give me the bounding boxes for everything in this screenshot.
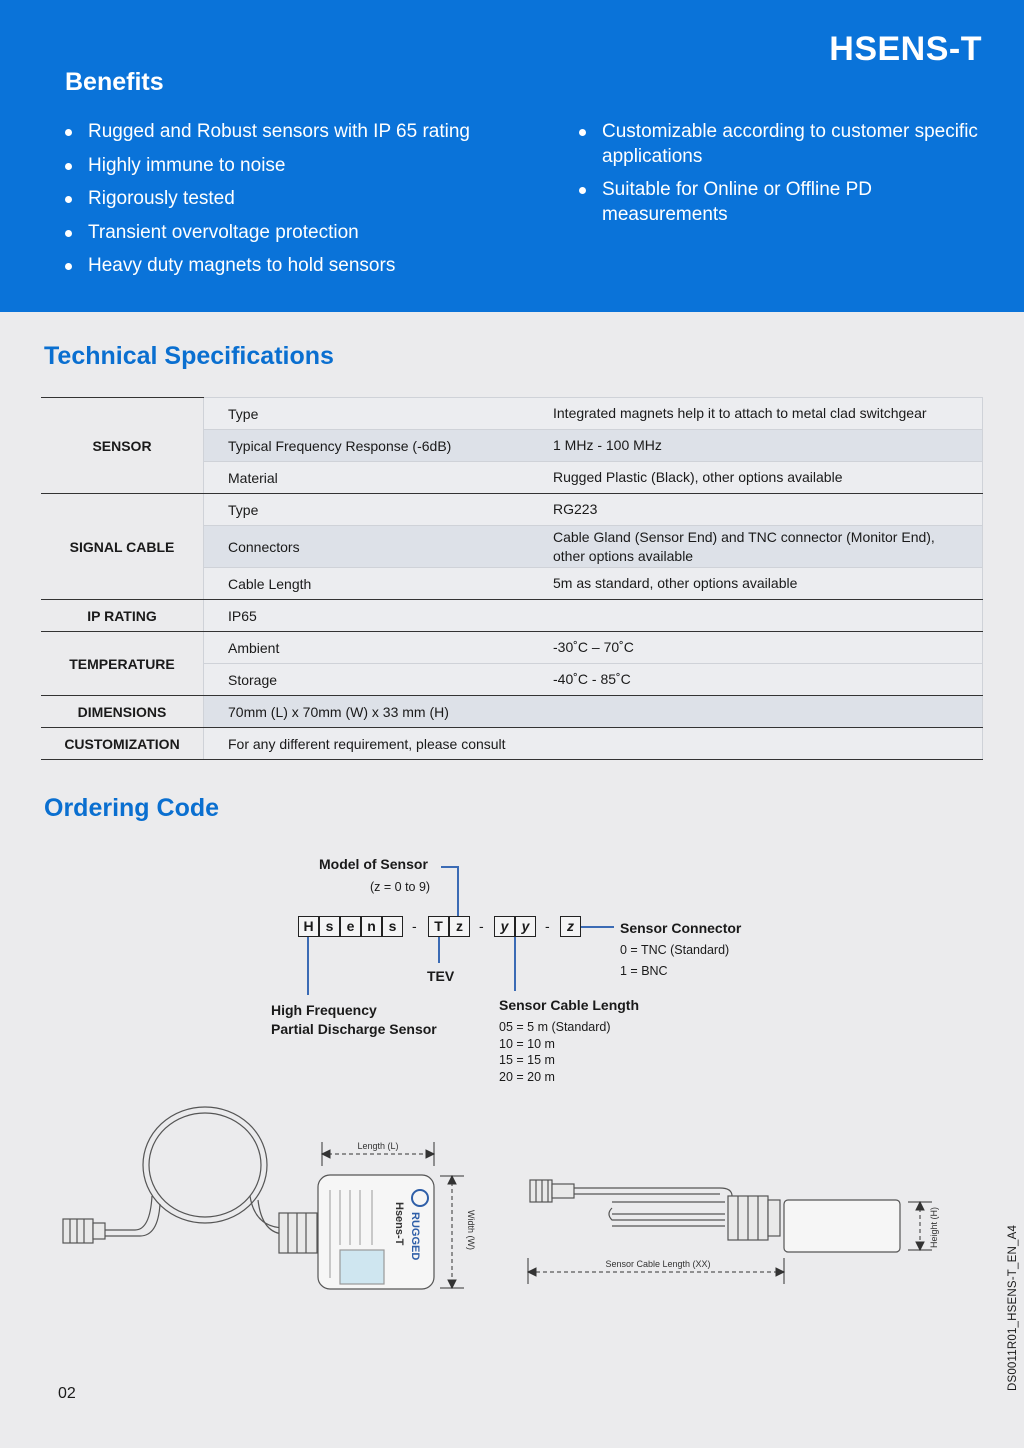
benefit-item: Highly immune to noise xyxy=(65,153,525,178)
spec-param: Typical Frequency Response (-6dB) xyxy=(204,430,530,462)
spec-category: IP RATING xyxy=(41,600,204,632)
width-dimension xyxy=(440,1176,464,1288)
cable-option: 20 = 20 m xyxy=(499,1069,555,1084)
length-label: Length (L) xyxy=(357,1141,399,1151)
spec-value: IP65 xyxy=(204,600,983,632)
code-char: e xyxy=(340,916,361,937)
spec-param: Type xyxy=(204,398,530,430)
code-char: z xyxy=(560,916,581,937)
spec-value: 1 MHz - 100 MHz xyxy=(529,430,983,462)
spec-value: Cable Gland (Sensor End) and TNC connector (Monitor End), other options available xyxy=(529,526,983,568)
leader-line xyxy=(441,866,458,868)
document-id: DS0011R01_HSENS-T_EN_A4 xyxy=(1007,1224,1019,1392)
code-separator: - xyxy=(479,918,484,934)
spec-param: Type xyxy=(204,494,530,526)
cable-length-dimension-label: Sensor Cable Length (XX) xyxy=(605,1259,711,1269)
cable-length-options xyxy=(499,1019,611,1085)
spec-value: RG223 xyxy=(529,494,983,526)
tev-label: TEV xyxy=(427,968,455,984)
sensor-side-view xyxy=(530,1180,900,1252)
benefit-item: Rugged and Robust sensors with IP 65 rating xyxy=(65,119,525,144)
spec-value: 5m as standard, other options available xyxy=(529,568,983,600)
spec-category: DIMENSIONS xyxy=(41,696,204,728)
benefit-item: Customizable according to customer specific applications xyxy=(579,119,979,169)
label-product: Hsens-T xyxy=(393,1202,405,1246)
code-separator: - xyxy=(545,918,550,934)
code-char: z xyxy=(449,916,470,937)
code-char: H xyxy=(298,916,319,937)
table-row xyxy=(41,494,983,526)
spec-param: Cable Length xyxy=(204,568,530,600)
ordering-title: Ordering Code xyxy=(44,794,220,822)
table-row xyxy=(41,600,983,632)
leader-line xyxy=(581,926,614,928)
label-brand: RUGGED xyxy=(409,1212,421,1261)
spec-category: CUSTOMIZATION xyxy=(41,728,204,760)
connector-option: 1 = BNC xyxy=(620,964,668,978)
model-label: Model of Sensor xyxy=(319,856,428,872)
spec-category: TEMPERATURE xyxy=(41,632,204,696)
model-note: (z = 0 to 9) xyxy=(370,880,431,894)
table-row xyxy=(41,632,983,664)
connector-option: 0 = TNC (Standard) xyxy=(620,943,730,957)
code-char: y xyxy=(515,916,536,937)
benefit-item: Transient overvoltage protection xyxy=(65,220,525,245)
code-char: s xyxy=(319,916,340,937)
spec-param: Material xyxy=(204,462,530,494)
table-row xyxy=(41,728,983,760)
height-label: Height (H) xyxy=(929,1206,939,1248)
code-char: T xyxy=(428,916,449,937)
sensor-top-view xyxy=(63,1107,434,1289)
spec-param: Storage xyxy=(204,664,530,696)
connector-label: Sensor Connector xyxy=(620,920,742,936)
spec-value: 70mm (L) x 70mm (W) x 33 mm (H) xyxy=(204,696,983,728)
cable-option: 15 = 15 m xyxy=(499,1053,555,1067)
code-separator: - xyxy=(412,918,417,934)
benefit-item: Suitable for Online or Offline PD measurements xyxy=(579,177,979,227)
spec-table xyxy=(41,397,983,760)
specs-title: Technical Specifications xyxy=(44,342,334,370)
spec-value: -30˚C – 70˚C xyxy=(529,632,983,664)
cable-length-label: Sensor Cable Length xyxy=(499,997,640,1013)
code-char: s xyxy=(382,916,403,937)
spec-param: Connectors xyxy=(204,526,530,568)
product-name: HSENS-T xyxy=(829,30,982,68)
leader-line xyxy=(457,866,459,916)
code-char: y xyxy=(494,916,515,937)
page-number: 02 xyxy=(58,1385,76,1402)
width-label: Width (W) xyxy=(466,1210,476,1250)
benefits-banner xyxy=(0,0,1024,312)
spec-category: SENSOR xyxy=(41,398,204,494)
leader-line xyxy=(438,937,440,963)
spec-value: -40˚C - 85˚C xyxy=(529,664,983,696)
cable-option: 10 = 10 m xyxy=(499,1036,555,1051)
dimension-drawing xyxy=(0,1100,1000,1300)
table-row xyxy=(41,398,983,430)
spec-param: Ambient xyxy=(204,632,530,664)
code-char: n xyxy=(361,916,382,937)
benefit-item: Rigorously tested xyxy=(65,186,525,211)
table-row xyxy=(41,696,983,728)
benefit-item: Heavy duty magnets to hold sensors xyxy=(65,253,525,278)
leader-line xyxy=(514,937,516,991)
hf-label: Partial Discharge Sensor xyxy=(271,1021,437,1037)
spec-value: Rugged Plastic (Black), other options available xyxy=(529,462,983,494)
cable-option: 05 = 5 m (Standard) xyxy=(499,1020,611,1034)
benefits-list-right xyxy=(579,119,979,235)
benefits-list-left xyxy=(65,119,525,287)
spec-value: Integrated magnets help it to attach to metal clad switchgear xyxy=(529,398,983,430)
benefits-title: Benefits xyxy=(65,68,164,96)
leader-line xyxy=(307,937,309,995)
spec-value: For any different requirement, please consult xyxy=(204,728,983,760)
spec-category: SIGNAL CABLE xyxy=(41,494,204,600)
hf-label: High Frequency xyxy=(271,1002,377,1018)
